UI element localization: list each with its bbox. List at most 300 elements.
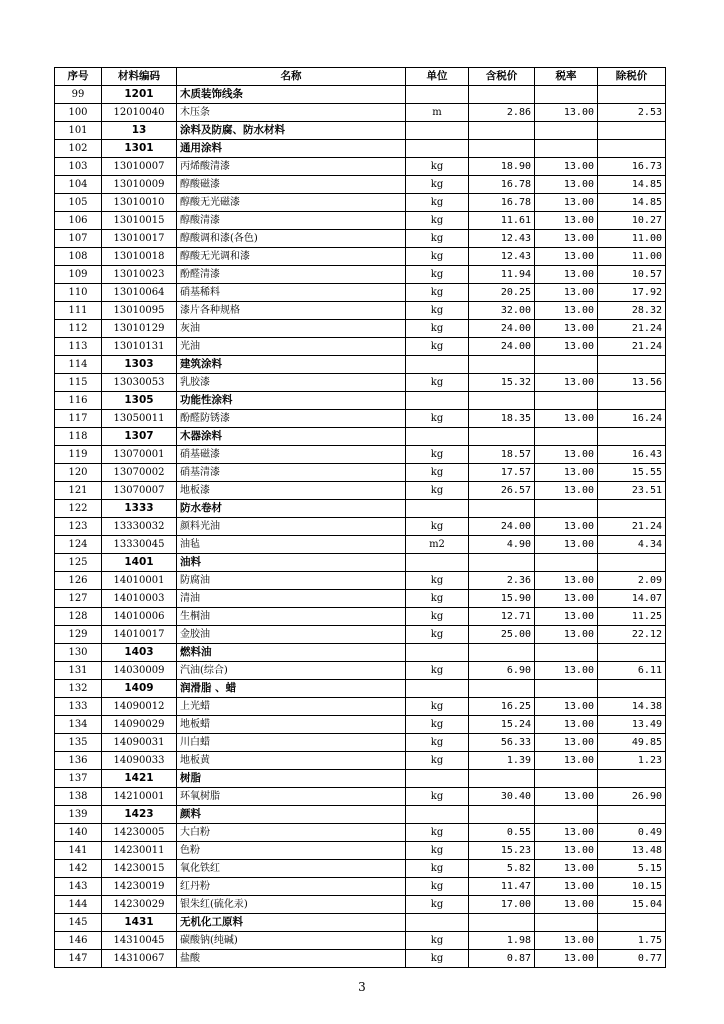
cell-name: 丙烯酸清漆 [177, 158, 406, 176]
cell-code: 14310045 [102, 932, 177, 950]
cell-unit: kg [406, 590, 469, 608]
cell-price-net: 11.00 [598, 248, 666, 266]
cell-price-net: 14.07 [598, 590, 666, 608]
cell-rate [535, 122, 598, 140]
cell-price-tax: 18.57 [469, 446, 535, 464]
cell-unit [406, 122, 469, 140]
cell-unit [406, 392, 469, 410]
cell-rate: 13.00 [535, 266, 598, 284]
cell-price-tax: 17.00 [469, 896, 535, 914]
cell-code: 13330045 [102, 536, 177, 554]
cell-unit: kg [406, 230, 469, 248]
cell-name: 醇酸无光磁漆 [177, 194, 406, 212]
cell-price-tax: 25.00 [469, 626, 535, 644]
cell-unit: m2 [406, 536, 469, 554]
table-row [55, 590, 666, 608]
cell-price-tax: 24.00 [469, 320, 535, 338]
cell-no: 140 [55, 824, 102, 842]
cell-price-net: 4.34 [598, 536, 666, 554]
cell-name: 生桐油 [177, 608, 406, 626]
cell-price-net [598, 500, 666, 518]
cell-code: 1307 [102, 428, 177, 446]
cell-price-net: 23.51 [598, 482, 666, 500]
cell-unit: kg [406, 752, 469, 770]
cell-code: 1423 [102, 806, 177, 824]
table-group-row [55, 914, 666, 932]
page-number: 3 [358, 980, 366, 994]
cell-price-tax: 56.33 [469, 734, 535, 752]
cell-code: 14090012 [102, 698, 177, 716]
cell-no: 147 [55, 950, 102, 968]
cell-price-net: 16.73 [598, 158, 666, 176]
cell-price-tax: 16.78 [469, 176, 535, 194]
cell-price-tax: 11.61 [469, 212, 535, 230]
cell-price-net [598, 644, 666, 662]
table-group-row [55, 680, 666, 698]
cell-name: 颜料 [177, 806, 406, 824]
cell-price-tax: 32.00 [469, 302, 535, 320]
cell-code: 13010131 [102, 338, 177, 356]
cell-price-tax: 24.00 [469, 338, 535, 356]
cell-price-net: 13.49 [598, 716, 666, 734]
cell-code: 13010018 [102, 248, 177, 266]
table-header-row [55, 68, 666, 86]
cell-name: 颜料光油 [177, 518, 406, 536]
cell-name: 红丹粉 [177, 878, 406, 896]
cell-no: 108 [55, 248, 102, 266]
cell-name: 乳胶漆 [177, 374, 406, 392]
cell-price-net [598, 554, 666, 572]
cell-no: 133 [55, 698, 102, 716]
cell-code: 13010017 [102, 230, 177, 248]
cell-rate [535, 140, 598, 158]
cell-rate: 13.00 [535, 410, 598, 428]
cell-rate: 13.00 [535, 248, 598, 266]
cell-rate [535, 554, 598, 572]
table-row [55, 518, 666, 536]
cell-price-net: 17.92 [598, 284, 666, 302]
cell-name: 润滑脂 、蜡 [177, 680, 406, 698]
cell-price-net: 0.77 [598, 950, 666, 968]
cell-price-tax: 18.90 [469, 158, 535, 176]
cell-code: 14090029 [102, 716, 177, 734]
cell-name: 醇酸清漆 [177, 212, 406, 230]
cell-price-tax [469, 392, 535, 410]
table-body [55, 86, 666, 968]
cell-code: 14090031 [102, 734, 177, 752]
cell-name: 氧化铁红 [177, 860, 406, 878]
cell-unit: m [406, 104, 469, 122]
cell-code: 13010095 [102, 302, 177, 320]
table-group-row [55, 356, 666, 374]
cell-rate [535, 86, 598, 104]
cell-name: 环氧树脂 [177, 788, 406, 806]
table-row [55, 788, 666, 806]
cell-unit: kg [406, 518, 469, 536]
cell-no: 127 [55, 590, 102, 608]
cell-price-tax [469, 428, 535, 446]
table-row [55, 716, 666, 734]
cell-code: 14030009 [102, 662, 177, 680]
table-row [55, 608, 666, 626]
cell-rate [535, 428, 598, 446]
cell-rate: 13.00 [535, 752, 598, 770]
cell-price-tax [469, 644, 535, 662]
cell-price-tax [469, 140, 535, 158]
cell-code: 13010023 [102, 266, 177, 284]
cell-no: 132 [55, 680, 102, 698]
cell-price-tax [469, 680, 535, 698]
header-unit: 单位 [406, 68, 469, 86]
cell-no: 106 [55, 212, 102, 230]
cell-price-tax: 24.00 [469, 518, 535, 536]
cell-price-net: 14.85 [598, 176, 666, 194]
cell-unit: kg [406, 608, 469, 626]
cell-name: 清油 [177, 590, 406, 608]
header-price-tax: 含税价 [469, 68, 535, 86]
table-group-row [55, 122, 666, 140]
table-row [55, 950, 666, 968]
table-row [55, 338, 666, 356]
cell-name: 汽油(综合) [177, 662, 406, 680]
cell-price-net [598, 86, 666, 104]
cell-no: 103 [55, 158, 102, 176]
cell-price-net [598, 356, 666, 374]
table-row [55, 626, 666, 644]
cell-unit: kg [406, 878, 469, 896]
cell-no: 110 [55, 284, 102, 302]
cell-unit [406, 86, 469, 104]
cell-no: 102 [55, 140, 102, 158]
cell-price-net: 49.85 [598, 734, 666, 752]
cell-name: 防水卷材 [177, 500, 406, 518]
cell-name: 醇酸调和漆(各色) [177, 230, 406, 248]
cell-price-tax [469, 914, 535, 932]
cell-no: 123 [55, 518, 102, 536]
table-row [55, 212, 666, 230]
cell-name: 功能性涂料 [177, 392, 406, 410]
cell-rate: 13.00 [535, 788, 598, 806]
cell-price-net: 16.43 [598, 446, 666, 464]
cell-name: 地板漆 [177, 482, 406, 500]
cell-price-net [598, 140, 666, 158]
header-rate: 税率 [535, 68, 598, 86]
table-row [55, 734, 666, 752]
table-group-row [55, 500, 666, 518]
cell-price-tax [469, 770, 535, 788]
cell-name: 醇酸磁漆 [177, 176, 406, 194]
cell-rate [535, 770, 598, 788]
cell-rate: 13.00 [535, 284, 598, 302]
cell-no: 119 [55, 446, 102, 464]
cell-price-tax: 2.36 [469, 572, 535, 590]
table-row [55, 284, 666, 302]
cell-code: 1305 [102, 392, 177, 410]
cell-name: 酚醛清漆 [177, 266, 406, 284]
cell-no: 141 [55, 842, 102, 860]
cell-no: 122 [55, 500, 102, 518]
cell-no: 146 [55, 932, 102, 950]
cell-code: 13010007 [102, 158, 177, 176]
cell-rate: 13.00 [535, 338, 598, 356]
cell-no: 126 [55, 572, 102, 590]
table-row [55, 302, 666, 320]
cell-price-tax: 0.55 [469, 824, 535, 842]
cell-name: 油料 [177, 554, 406, 572]
cell-rate: 13.00 [535, 194, 598, 212]
table-row [55, 230, 666, 248]
cell-price-net: 15.04 [598, 896, 666, 914]
cell-code: 1431 [102, 914, 177, 932]
cell-price-tax: 26.57 [469, 482, 535, 500]
cell-price-tax: 12.71 [469, 608, 535, 626]
cell-rate: 13.00 [535, 374, 598, 392]
table-group-row [55, 644, 666, 662]
cell-unit [406, 428, 469, 446]
cell-rate: 13.00 [535, 878, 598, 896]
cell-price-tax: 30.40 [469, 788, 535, 806]
cell-price-net: 10.15 [598, 878, 666, 896]
cell-unit: kg [406, 338, 469, 356]
cell-rate [535, 500, 598, 518]
cell-unit: kg [406, 788, 469, 806]
table-row [55, 446, 666, 464]
table-row [55, 860, 666, 878]
table-row [55, 266, 666, 284]
cell-rate: 13.00 [535, 626, 598, 644]
cell-no: 142 [55, 860, 102, 878]
cell-price-net [598, 806, 666, 824]
cell-unit [406, 680, 469, 698]
cell-name: 地板黄 [177, 752, 406, 770]
cell-name: 涂料及防腐、防水材料 [177, 122, 406, 140]
cell-code: 1409 [102, 680, 177, 698]
cell-rate: 13.00 [535, 896, 598, 914]
cell-no: 145 [55, 914, 102, 932]
cell-no: 121 [55, 482, 102, 500]
cell-rate: 13.00 [535, 446, 598, 464]
cell-unit: kg [406, 824, 469, 842]
cell-unit: kg [406, 410, 469, 428]
cell-code: 14010001 [102, 572, 177, 590]
cell-unit: kg [406, 284, 469, 302]
cell-rate: 13.00 [535, 842, 598, 860]
table-group-row [55, 140, 666, 158]
cell-no: 144 [55, 896, 102, 914]
cell-name: 油毡 [177, 536, 406, 554]
cell-price-tax [469, 86, 535, 104]
table-row [55, 464, 666, 482]
cell-name: 树脂 [177, 770, 406, 788]
cell-unit: kg [406, 464, 469, 482]
cell-price-tax: 11.47 [469, 878, 535, 896]
cell-price-tax: 15.23 [469, 842, 535, 860]
cell-no: 113 [55, 338, 102, 356]
cell-code: 13050011 [102, 410, 177, 428]
cell-code: 13070002 [102, 464, 177, 482]
cell-rate [535, 356, 598, 374]
cell-code: 14230029 [102, 896, 177, 914]
cell-name: 无机化工原料 [177, 914, 406, 932]
cell-unit [406, 770, 469, 788]
cell-name: 盐酸 [177, 950, 406, 968]
table-group-row [55, 86, 666, 104]
cell-name: 银朱红(硫化汞) [177, 896, 406, 914]
cell-price-net: 21.24 [598, 320, 666, 338]
cell-price-net: 11.00 [598, 230, 666, 248]
cell-unit: kg [406, 248, 469, 266]
table-row [55, 104, 666, 122]
table-row [55, 176, 666, 194]
cell-price-tax [469, 122, 535, 140]
cell-no: 100 [55, 104, 102, 122]
cell-code: 1301 [102, 140, 177, 158]
cell-name: 硝基磁漆 [177, 446, 406, 464]
cell-no: 129 [55, 626, 102, 644]
cell-code: 13070001 [102, 446, 177, 464]
cell-no: 125 [55, 554, 102, 572]
cell-no: 139 [55, 806, 102, 824]
cell-rate: 13.00 [535, 176, 598, 194]
cell-price-net: 13.56 [598, 374, 666, 392]
cell-no: 112 [55, 320, 102, 338]
table-row [55, 158, 666, 176]
cell-rate: 13.00 [535, 320, 598, 338]
cell-code: 13010129 [102, 320, 177, 338]
cell-unit: kg [406, 266, 469, 284]
cell-price-net [598, 122, 666, 140]
table-row [55, 410, 666, 428]
cell-code: 13330032 [102, 518, 177, 536]
cell-name: 灰油 [177, 320, 406, 338]
cell-unit: kg [406, 176, 469, 194]
cell-unit [406, 914, 469, 932]
cell-no: 115 [55, 374, 102, 392]
cell-unit: kg [406, 320, 469, 338]
cell-price-tax: 16.25 [469, 698, 535, 716]
cell-name: 碳酸钠(纯碱) [177, 932, 406, 950]
cell-price-net: 6.11 [598, 662, 666, 680]
cell-code: 13010010 [102, 194, 177, 212]
cell-code: 14010003 [102, 590, 177, 608]
cell-price-net: 22.12 [598, 626, 666, 644]
cell-rate: 13.00 [535, 932, 598, 950]
cell-rate: 13.00 [535, 950, 598, 968]
cell-price-net: 1.75 [598, 932, 666, 950]
cell-code: 13070007 [102, 482, 177, 500]
cell-rate [535, 806, 598, 824]
cell-rate: 13.00 [535, 212, 598, 230]
cell-no: 131 [55, 662, 102, 680]
cell-no: 134 [55, 716, 102, 734]
cell-no: 117 [55, 410, 102, 428]
cell-unit: kg [406, 482, 469, 500]
cell-rate: 13.00 [535, 860, 598, 878]
table-row [55, 932, 666, 950]
cell-price-net: 0.49 [598, 824, 666, 842]
cell-rate: 13.00 [535, 608, 598, 626]
cell-price-net: 14.38 [598, 698, 666, 716]
cell-name: 色粉 [177, 842, 406, 860]
cell-price-tax: 16.78 [469, 194, 535, 212]
cell-name: 防腐油 [177, 572, 406, 590]
cell-rate: 13.00 [535, 698, 598, 716]
table-row [55, 752, 666, 770]
cell-unit [406, 356, 469, 374]
cell-code: 13010015 [102, 212, 177, 230]
cell-unit: kg [406, 698, 469, 716]
cell-price-net: 26.90 [598, 788, 666, 806]
cell-code: 1403 [102, 644, 177, 662]
cell-unit: kg [406, 626, 469, 644]
table-row [55, 374, 666, 392]
cell-no: 138 [55, 788, 102, 806]
cell-price-tax [469, 806, 535, 824]
cell-price-net: 21.24 [598, 518, 666, 536]
cell-code: 14230015 [102, 860, 177, 878]
table-row [55, 662, 666, 680]
cell-price-net: 5.15 [598, 860, 666, 878]
cell-price-net [598, 392, 666, 410]
cell-price-net: 14.85 [598, 194, 666, 212]
cell-price-tax: 12.43 [469, 248, 535, 266]
cell-no: 107 [55, 230, 102, 248]
cell-rate [535, 392, 598, 410]
cell-unit: kg [406, 158, 469, 176]
cell-name: 醇酸无光调和漆 [177, 248, 406, 266]
table-group-row [55, 806, 666, 824]
cell-no: 105 [55, 194, 102, 212]
cell-unit: kg [406, 950, 469, 968]
cell-price-tax: 5.82 [469, 860, 535, 878]
header-price-net: 除税价 [598, 68, 666, 86]
cell-unit: kg [406, 842, 469, 860]
table-row [55, 248, 666, 266]
cell-code: 12010040 [102, 104, 177, 122]
cell-name: 燃料油 [177, 644, 406, 662]
cell-no: 128 [55, 608, 102, 626]
cell-no: 137 [55, 770, 102, 788]
cell-rate: 13.00 [535, 662, 598, 680]
cell-code: 13030053 [102, 374, 177, 392]
table-row [55, 482, 666, 500]
table-row [55, 194, 666, 212]
cell-price-net: 1.23 [598, 752, 666, 770]
cell-price-net: 2.53 [598, 104, 666, 122]
cell-name: 建筑涂料 [177, 356, 406, 374]
cell-price-net [598, 914, 666, 932]
table-group-row [55, 428, 666, 446]
cell-price-tax: 20.25 [469, 284, 535, 302]
cell-price-tax: 4.90 [469, 536, 535, 554]
cell-code: 1401 [102, 554, 177, 572]
table-row [55, 824, 666, 842]
cell-price-tax: 17.57 [469, 464, 535, 482]
cell-no: 116 [55, 392, 102, 410]
cell-price-net: 15.55 [598, 464, 666, 482]
cell-price-net: 11.25 [598, 608, 666, 626]
cell-unit: kg [406, 932, 469, 950]
cell-name: 光油 [177, 338, 406, 356]
cell-price-tax: 2.86 [469, 104, 535, 122]
cell-code: 13010009 [102, 176, 177, 194]
cell-price-tax [469, 500, 535, 518]
cell-name: 木器涂料 [177, 428, 406, 446]
price-table-container [54, 67, 665, 968]
cell-price-tax: 15.32 [469, 374, 535, 392]
cell-no: 111 [55, 302, 102, 320]
cell-name: 金胶油 [177, 626, 406, 644]
